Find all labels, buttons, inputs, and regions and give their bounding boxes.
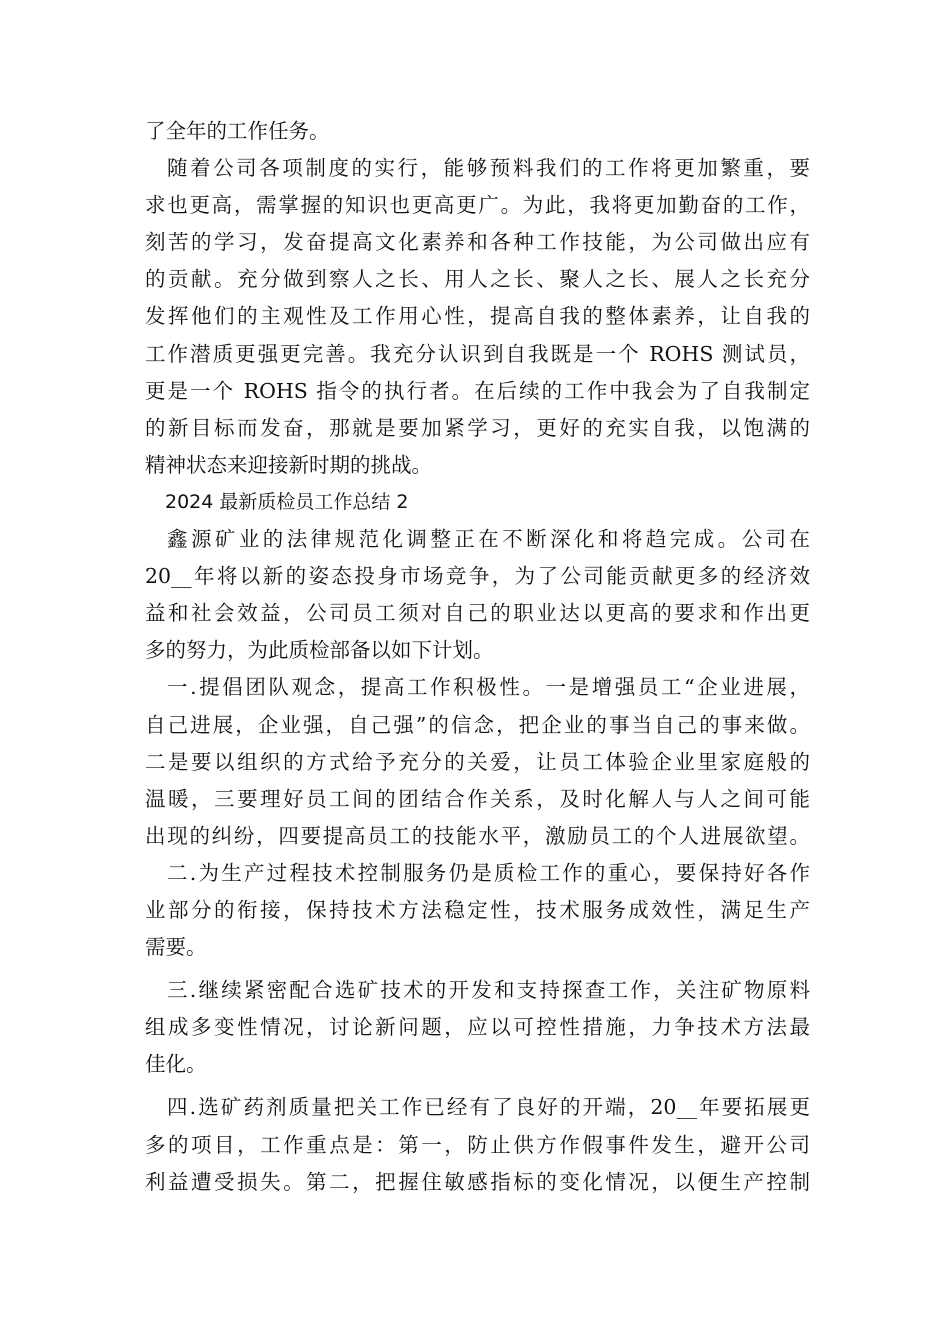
- paragraph-line: 发挥他们的主观性及工作用心性，提高自我的整体素养，让自我的: [145, 304, 810, 329]
- paragraph-line: 自己进展，企业强，自己强”的信念，把企业的事当自己的事来做。: [145, 712, 810, 737]
- paragraph-line: 组成多变性情况，讨论新问题，应以可控性措施，力争技术方法最: [145, 1015, 810, 1040]
- paragraph-line: 二是要以组织的方式给予充分的关爱，让员工体验企业里家庭般的: [145, 749, 810, 774]
- paragraph-line: 一.提倡团队观念，提高工作积极性。一是增强员工“企业进展，: [167, 675, 810, 700]
- paragraph-line: 的贡献。充分做到察人之长、用人之长、聚人之长、展人之长充分: [145, 267, 810, 292]
- paragraph-line: 佳化。: [145, 1052, 207, 1077]
- paragraph-line: 出现的纠纷，四要提高员工的技能水平，激励员工的个人进展欲望。: [145, 823, 810, 848]
- paragraph-line: 求也更高，需掌握的知识也更高更广。为此，我将更加勤奋的工作，: [145, 193, 810, 218]
- paragraph-line: 业部分的衔接，保持技术方法稳定性，技术服务成效性，满足生产: [145, 897, 810, 922]
- paragraph-line: 鑫源矿业的法律规范化调整正在不断深化和将趋完成。公司在: [167, 527, 810, 552]
- section-heading: 2024 最新质检员工作总结 2: [165, 490, 409, 513]
- paragraph-line: 需要。: [145, 935, 207, 960]
- paragraph-line: 多的项目，工作重点是：第一，防止供方作假事件发生，避开公司: [145, 1132, 810, 1157]
- paragraph-line: 温暖，三要理好员工间的团结合作关系，及时化解人与人之间可能: [145, 786, 810, 811]
- paragraph-line: 多的努力，为此质检部备以如下计划。: [145, 638, 494, 663]
- paragraph-line: 四.选矿药剂质量把关工作已经有了良好的开端，20__年要拓展更: [167, 1095, 810, 1120]
- paragraph-line: 随着公司各项制度的实行，能够预料我们的工作将更加繁重，要: [167, 156, 810, 181]
- paragraph-line: 的新目标而发奋，那就是要加紧学习，更好的充实自我，以饱满的: [145, 415, 810, 440]
- paragraph-line: 20__年将以新的姿态投身市场竞争，为了公司能贡献更多的经济效: [145, 564, 810, 589]
- paragraph-line: 益和社会效益，公司员工须对自己的职业达以更高的要求和作出更: [145, 601, 810, 626]
- paragraph-line: 更是一个 ROHS 指令的执行者。在后续的工作中我会为了自我制定: [145, 378, 810, 403]
- document-body: [145, 113, 810, 1201]
- paragraph-line: 精神状态来迎接新时期的挑战。: [145, 452, 432, 477]
- paragraph-line: 工作潜质更强更完善。我充分认识到自我既是一个 ROHS 测试员，: [145, 341, 810, 366]
- paragraph-line: 三.继续紧密配合选矿技术的开发和支持探查工作，关注矿物原料: [167, 978, 810, 1003]
- paragraph-line: 刻苦的学习，发奋提高文化素养和各种工作技能，为公司做出应有: [145, 230, 810, 255]
- paragraph-line: 利益遭受损失。第二，把握住敏感指标的变化情况，以便生产控制: [145, 1169, 810, 1194]
- paragraph-line: 了全年的工作任务。: [145, 119, 330, 143]
- paragraph-line: 二.为生产过程技术控制服务仍是质检工作的重心，要保持好各作: [167, 860, 810, 885]
